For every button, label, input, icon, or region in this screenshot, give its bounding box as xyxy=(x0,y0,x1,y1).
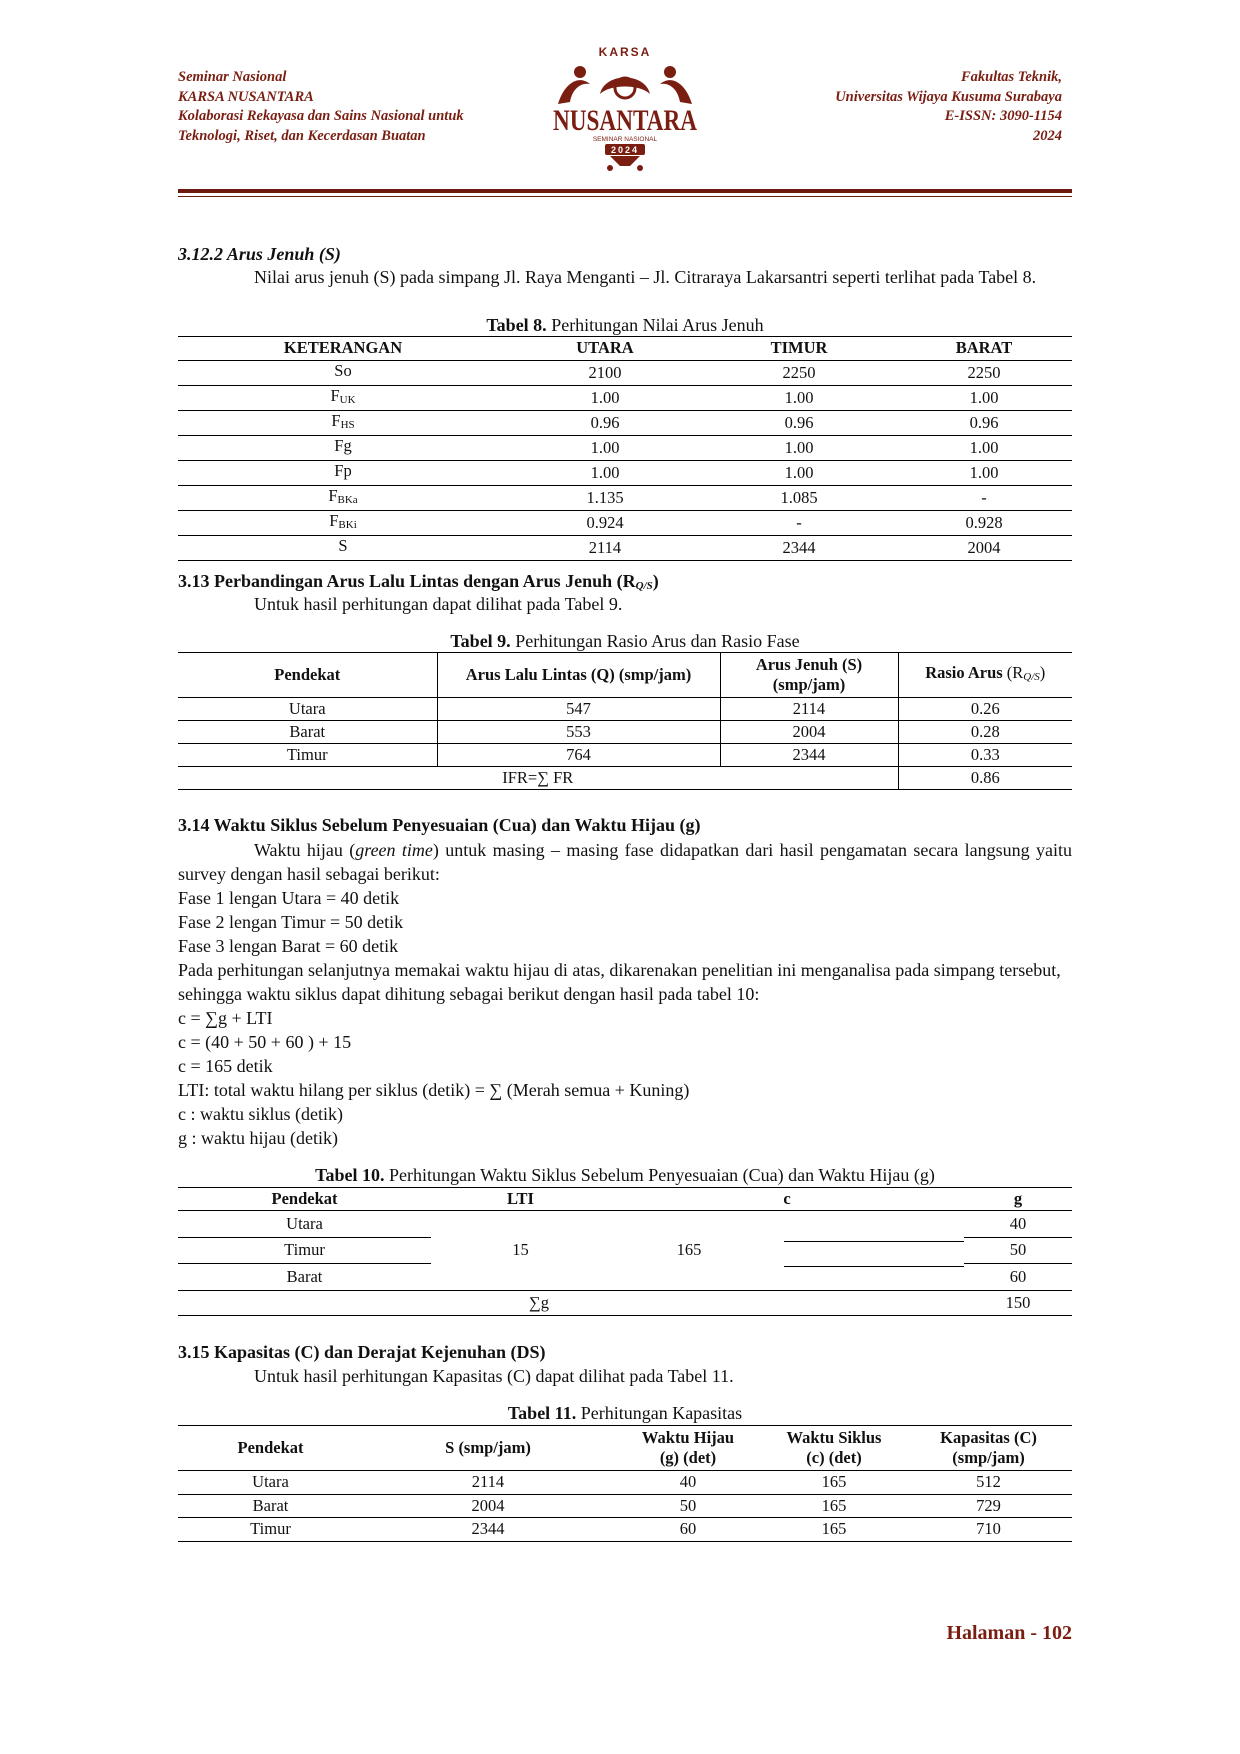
table-row xyxy=(178,360,1072,385)
table8-header: UTARA xyxy=(508,337,702,361)
table-row xyxy=(178,1518,1072,1542)
label-main: S xyxy=(338,535,348,555)
table9-caption xyxy=(178,630,1072,652)
table9-caption-label: Tabel 9. xyxy=(450,631,511,651)
label-main: So xyxy=(334,360,352,380)
label-sub: BKa xyxy=(337,493,358,506)
table11-caption-label: Tabel 11. xyxy=(507,1403,577,1423)
table11-cell: 710 xyxy=(905,1518,1072,1542)
header-line: (g) (det) xyxy=(659,1448,717,1467)
table8-cell: 1.00 xyxy=(702,460,896,485)
table10-header: g xyxy=(964,1188,1072,1211)
table11-cell: 50 xyxy=(613,1494,763,1518)
table10-lti: 15 xyxy=(512,1240,529,1260)
table10-g: 40 xyxy=(964,1211,1072,1238)
table10-caption-label: Tabel 10. xyxy=(315,1165,385,1185)
header-left-line: Teknologi, Riset, dan Kecerdasan Buatan xyxy=(178,127,426,144)
table11-header xyxy=(905,1426,1072,1471)
table9-cell: 0.28 xyxy=(898,721,1072,744)
table8-cell: 1.00 xyxy=(896,460,1072,485)
table-row xyxy=(178,767,1072,790)
table10-empty xyxy=(610,1290,964,1315)
table8-body xyxy=(178,360,1072,560)
karsa-nusantara-logo xyxy=(550,44,700,176)
header-text: ) xyxy=(1039,663,1046,682)
table10-caption-text: Perhitungan Waktu Siklus Sebelum Penyesuaian (Cua) dan Waktu Hijau (g) xyxy=(384,1165,935,1185)
label-main: Fg xyxy=(334,435,352,455)
para-text: Waktu hijau ( xyxy=(254,840,356,860)
table8-cell: 1.00 xyxy=(896,435,1072,460)
table11-caption xyxy=(178,1402,1072,1424)
table10-caption xyxy=(178,1164,1072,1186)
table11-cell: 165 xyxy=(763,1471,905,1495)
table8-cell: 1.00 xyxy=(508,385,702,410)
table9-cell: Timur xyxy=(178,744,437,767)
table8 xyxy=(178,336,1072,561)
table10-empty xyxy=(178,1290,431,1315)
table9-cell: 764 xyxy=(437,744,720,767)
logo-year-text: 2024 xyxy=(610,145,640,155)
table-row xyxy=(178,460,1072,485)
table11-caption-text: Perhitungan Kapasitas xyxy=(576,1403,743,1423)
header-right-line: E-ISSN: 3090-1154 xyxy=(944,108,1062,124)
table9-cell: 2344 xyxy=(720,744,898,767)
text-line: c = ∑g + LTI xyxy=(178,1008,273,1028)
table-row xyxy=(178,744,1072,767)
logo-ribbon-text: SEMINAR NASIONAL xyxy=(592,136,658,143)
section-3-14-lines xyxy=(178,886,1072,1150)
table9-cell: 2114 xyxy=(720,698,898,721)
table10-pendekat: Utara xyxy=(178,1211,431,1238)
table10 xyxy=(178,1187,1072,1316)
table8-cell: - xyxy=(702,510,896,535)
header-line: Waktu Siklus xyxy=(786,1428,882,1447)
table8-label xyxy=(178,510,508,535)
table10-g: 50 xyxy=(964,1237,1072,1264)
table-row xyxy=(178,1290,1072,1315)
text-line: g : waktu hijau (detik) xyxy=(178,1128,338,1148)
table10-rule xyxy=(784,1266,964,1267)
table9-cell: 0.26 xyxy=(898,698,1072,721)
table11-header: Pendekat xyxy=(178,1426,363,1471)
table9-cell: 553 xyxy=(437,721,720,744)
table8-cell: 2114 xyxy=(508,535,702,560)
section-3-12-2-paragraph: Nilai arus jenuh (S) pada simpang Jl. Raya Menganti – Jl. Citraraya Lakarsantri seperti terlihat pada Tabel 8. xyxy=(254,267,1037,287)
table10-sum-value: 150 xyxy=(964,1290,1072,1315)
table-row xyxy=(178,385,1072,410)
table9-header: Arus Lalu Lintas (Q) (smp/jam) xyxy=(437,653,720,698)
text-line: c : waktu siklus (detik) xyxy=(178,1104,343,1124)
table11-cell: Barat xyxy=(178,1494,363,1518)
table8-header: BARAT xyxy=(896,337,1072,361)
table9-header xyxy=(898,653,1072,698)
table9-cell: Barat xyxy=(178,721,437,744)
para-text: ) untuk masing – masing fase didapatkan dari hasil pengamatan secara langsung yaitu survey dengan hasil sebagai berikut: xyxy=(178,840,1072,884)
table11-header xyxy=(613,1426,763,1471)
table8-label xyxy=(178,385,508,410)
header-right-line: 2024 xyxy=(1033,127,1062,144)
table8-header: TIMUR xyxy=(702,337,896,361)
table8-cell: 1.00 xyxy=(702,435,896,460)
table10-c: 165 xyxy=(676,1240,702,1260)
table10-header: Pendekat xyxy=(178,1188,431,1211)
table8-cell: - xyxy=(896,485,1072,510)
table10-pendekat: Barat xyxy=(286,1266,323,1286)
text-line: Fase 1 lengan Utara = 40 detik xyxy=(178,888,400,908)
table11-cell: Timur xyxy=(178,1518,363,1542)
table8-label xyxy=(178,535,508,560)
table9 xyxy=(178,652,1072,790)
table11 xyxy=(178,1425,1072,1542)
table8-label xyxy=(178,460,508,485)
table10-header: c xyxy=(610,1188,964,1211)
header-line: Kapasitas (C) xyxy=(940,1428,1037,1447)
table-row xyxy=(178,510,1072,535)
label-main: F xyxy=(328,485,338,505)
header-text: Rasio Arus xyxy=(925,663,1003,682)
text-line: Fase 2 lengan Timur = 50 detik xyxy=(178,912,404,932)
table8-cell: 2004 xyxy=(896,535,1072,560)
section-3-15-heading: 3.15 Kapasitas (C) dan Derajat Kejenuhan (DS) xyxy=(178,1342,546,1362)
table10-header: LTI xyxy=(431,1188,610,1211)
section-3-12-2-heading: 3.12.2 Arus Jenuh (S) xyxy=(178,244,341,264)
table8-cell: 0.96 xyxy=(508,410,702,435)
logo-main-text: NUSANTARA xyxy=(553,104,698,137)
label-sub: BKi xyxy=(338,518,357,531)
table11-cell: 729 xyxy=(905,1494,1072,1518)
table8-cell: 2250 xyxy=(702,360,896,385)
label-main: Fp xyxy=(334,460,352,480)
table8-cell: 1.00 xyxy=(896,385,1072,410)
table10-sum-label: ∑g xyxy=(431,1290,610,1315)
heading-sub: Q/S xyxy=(635,580,653,592)
table11-cell: 60 xyxy=(613,1518,763,1542)
table11-cell: 2114 xyxy=(363,1471,613,1495)
table9-header: Pendekat xyxy=(178,653,437,698)
text-line: c = (40 + 50 + 60 ) + 15 xyxy=(178,1032,352,1052)
table11-cell: 165 xyxy=(763,1494,905,1518)
header-line: (smp/jam) xyxy=(772,675,846,694)
header-text: (R xyxy=(1002,663,1024,682)
table8-label xyxy=(178,435,508,460)
heading-text: 3.13 Perbandingan Arus Lalu Lintas dengan Arus Jenuh (R xyxy=(178,571,636,591)
page-number: Halaman - 102 xyxy=(946,1622,1072,1644)
table8-cell: 0.96 xyxy=(896,410,1072,435)
table11-header: S (smp/jam) xyxy=(363,1426,613,1471)
table10-g: 60 xyxy=(1009,1266,1027,1286)
header-right-line: Universitas Wijaya Kusuma Surabaya xyxy=(835,88,1062,105)
heading-end: ) xyxy=(652,571,659,591)
table11-cell: 165 xyxy=(763,1518,905,1542)
header-left-line: Kolaborasi Rekayasa dan Sains Nasional untuk xyxy=(178,108,464,124)
table-row xyxy=(178,1211,1072,1238)
table8-caption-label: Tabel 8. xyxy=(486,315,547,335)
table-row xyxy=(178,698,1072,721)
section-3-13-paragraph: Untuk hasil perhitungan dapat dilihat pada Tabel 9. xyxy=(254,594,623,614)
table8-header: KETERANGAN xyxy=(178,337,508,361)
table8-caption xyxy=(178,314,1072,336)
table10-c-cell xyxy=(610,1211,964,1291)
table-row xyxy=(178,1494,1072,1518)
table8-cell: 2100 xyxy=(508,360,702,385)
logo-top-text: KARSA xyxy=(598,45,652,59)
table11-cell: 2004 xyxy=(363,1494,613,1518)
table9-cell: 0.33 xyxy=(898,744,1072,767)
header-right-line: Fakultas Teknik, xyxy=(961,69,1062,85)
table11-cell: 2344 xyxy=(363,1518,613,1542)
header-rule-thick xyxy=(178,189,1072,193)
table-row xyxy=(178,1471,1072,1495)
table-row xyxy=(178,485,1072,510)
header-line: (smp/jam) xyxy=(952,1448,1025,1467)
table8-cell: 2344 xyxy=(702,535,896,560)
table8-cell: 1.135 xyxy=(508,485,702,510)
text-line: LTI: total waktu hilang per siklus (detik) = ∑ (Merah semua + Kuning) xyxy=(178,1080,690,1100)
header-right xyxy=(835,68,1062,146)
table9-ifr-label: IFR=∑ FR xyxy=(178,767,898,790)
text-line: Fase 3 lengan Barat = 60 detik xyxy=(178,936,399,956)
table11-header xyxy=(763,1426,905,1471)
table11-cell: 40 xyxy=(613,1471,763,1495)
table8-label xyxy=(178,485,508,510)
table9-cell: 547 xyxy=(437,698,720,721)
header-line: Waktu Hijau xyxy=(641,1428,735,1447)
table8-cell: 0.96 xyxy=(702,410,896,435)
text-line: Pada perhitungan selanjutnya memakai waktu hijau di atas, dikarenakan penelitian ini menganalisa pada simpang tersebut, sehingga waktu siklus dapat dihitung sebagai berikut dengan hasil pada tabel 10: xyxy=(178,960,1061,1004)
label-sub: UK xyxy=(339,393,356,406)
table-row xyxy=(178,410,1072,435)
table8-cell: 1.085 xyxy=(702,485,896,510)
header-rule-thin xyxy=(178,196,1072,197)
header-left xyxy=(178,68,464,146)
section-3-14-heading: 3.14 Waktu Siklus Sebelum Penyesuaian (Cua) dan Waktu Hijau (g) xyxy=(178,815,701,835)
text-line: c = 165 detik xyxy=(178,1056,273,1076)
header-sub: Q/S xyxy=(1023,671,1040,683)
table10-pendekat: Timur xyxy=(178,1237,431,1264)
table9-ifr-value: 0.86 xyxy=(898,767,1072,790)
table8-cell: 1.00 xyxy=(508,460,702,485)
para-italic: green time xyxy=(355,840,433,860)
header-left-line: KARSA NUSANTARA xyxy=(178,88,314,105)
table8-cell: 2250 xyxy=(896,360,1072,385)
label-main: F xyxy=(329,510,339,530)
table-row xyxy=(178,435,1072,460)
table11-cell: Utara xyxy=(178,1471,363,1495)
label-sub: HS xyxy=(340,418,355,431)
label-main: F xyxy=(330,385,340,405)
table-row xyxy=(178,535,1072,560)
table8-cell: 1.00 xyxy=(702,385,896,410)
header-left-line: Seminar Nasional xyxy=(178,69,287,85)
table8-cell: 1.00 xyxy=(508,435,702,460)
table-row xyxy=(178,721,1072,744)
header-line: Arus Jenuh (S) xyxy=(755,655,863,674)
section-3-15-paragraph: Untuk hasil perhitungan Kapasitas (C) dapat dilihat pada Tabel 11. xyxy=(254,1366,734,1386)
label-main: F xyxy=(331,410,341,430)
table9-cell: 2004 xyxy=(720,721,898,744)
table10-rule xyxy=(784,1241,964,1242)
table9-cell: Utara xyxy=(178,698,437,721)
table8-cell: 0.924 xyxy=(508,510,702,535)
table11-cell: 512 xyxy=(905,1471,1072,1495)
table9-caption-text: Perhitungan Rasio Arus dan Rasio Fase xyxy=(510,631,800,651)
table8-cell: 0.928 xyxy=(896,510,1072,535)
table9-header xyxy=(720,653,898,698)
section-3-14-paragraph xyxy=(178,838,1072,886)
table8-label xyxy=(178,360,508,385)
table8-caption-text: Perhitungan Nilai Arus Jenuh xyxy=(546,315,764,335)
header-line: (c) (det) xyxy=(806,1448,862,1467)
table8-label xyxy=(178,410,508,435)
